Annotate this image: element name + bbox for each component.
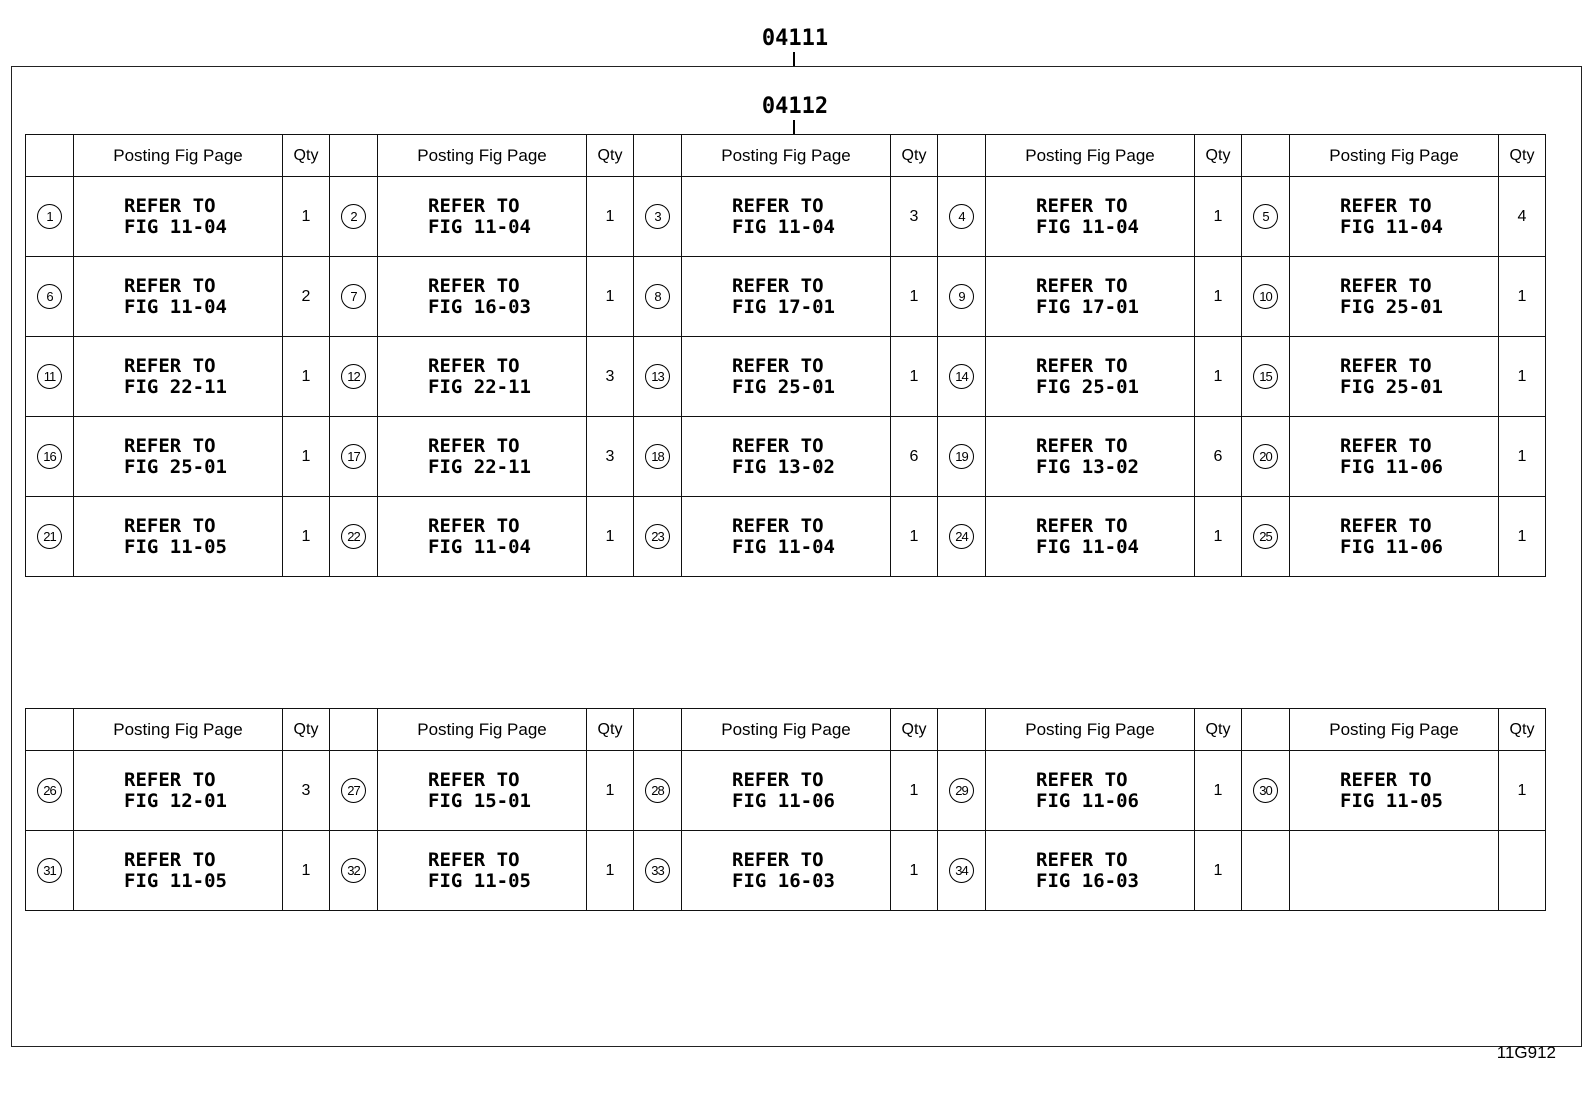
fig-reference-text: FIG 15-01	[428, 789, 531, 812]
circled-ref-number: 18	[645, 444, 670, 469]
ref-number-cell	[1242, 497, 1290, 577]
posting-fig-page-cell	[378, 417, 587, 497]
header-posting-fig-page: Posting Fig Page	[986, 709, 1195, 751]
refer-to-text: REFER TO	[732, 354, 824, 377]
sub-assembly-label: 04112	[761, 94, 829, 119]
refer-to-text: REFER TO	[1340, 354, 1432, 377]
header-qty: Qty	[587, 709, 634, 751]
qty-cell: 1	[1499, 497, 1546, 577]
posting-fig-page-cell	[1290, 831, 1499, 911]
qty-cell: 1	[587, 831, 634, 911]
posting-fig-page-cell	[682, 497, 891, 577]
refer-to-text: REFER TO	[428, 848, 520, 871]
fig-reference-text: FIG 11-04	[1036, 535, 1139, 558]
circled-ref-number: 11	[37, 364, 62, 389]
refer-to-text: REFER TO	[1340, 274, 1432, 297]
refer-to-text: REFER TO	[124, 848, 216, 871]
fig-reference-text: FIG 11-04	[732, 535, 835, 558]
posting-fig-page-cell	[378, 497, 587, 577]
qty-cell: 3	[283, 751, 330, 831]
header-ref-number	[634, 709, 682, 751]
ref-number-cell	[26, 751, 74, 831]
circled-ref-number: 12	[341, 364, 366, 389]
header-ref-number	[330, 709, 378, 751]
header-qty: Qty	[283, 709, 330, 751]
fig-reference-text: FIG 11-04	[732, 215, 835, 238]
posting-fig-page-cell	[378, 257, 587, 337]
fig-reference-text: FIG 11-05	[428, 869, 531, 892]
qty-cell: 1	[1195, 831, 1242, 911]
fig-reference-text: FIG 13-02	[732, 455, 835, 478]
refer-to-text: REFER TO	[428, 194, 520, 217]
table-row	[26, 831, 1546, 911]
circled-ref-number: 15	[1253, 364, 1278, 389]
posting-fig-page-cell	[986, 497, 1195, 577]
qty-cell: 2	[283, 257, 330, 337]
ref-number-cell	[26, 337, 74, 417]
ref-number-cell	[634, 417, 682, 497]
ref-number-cell	[634, 337, 682, 417]
fig-reference-text: FIG 11-05	[1340, 789, 1443, 812]
qty-cell: 1	[1499, 417, 1546, 497]
fig-reference-text: FIG 22-11	[428, 455, 531, 478]
header-qty: Qty	[891, 135, 938, 177]
posting-fig-page-cell	[1290, 497, 1499, 577]
posting-fig-page-cell	[378, 177, 587, 257]
posting-fig-page-cell	[1290, 751, 1499, 831]
fig-reference-text: FIG 25-01	[1340, 295, 1443, 318]
qty-cell: 3	[587, 417, 634, 497]
posting-fig-page-cell	[74, 497, 283, 577]
circled-ref-number: 4	[949, 204, 974, 229]
fig-reference-text: FIG 11-06	[1340, 455, 1443, 478]
posting-fig-page-cell	[1290, 257, 1499, 337]
header-posting-fig-page: Posting Fig Page	[378, 709, 587, 751]
circled-ref-number: 20	[1253, 444, 1278, 469]
qty-cell	[1499, 831, 1546, 911]
drawing-code: 11G912	[1496, 1043, 1556, 1062]
circled-ref-number: 26	[37, 778, 62, 803]
qty-cell: 6	[891, 417, 938, 497]
header-ref-number	[634, 135, 682, 177]
fig-reference-text: FIG 11-04	[1036, 215, 1139, 238]
ref-number-cell	[938, 751, 986, 831]
ref-number-cell	[26, 257, 74, 337]
circled-ref-number: 27	[341, 778, 366, 803]
refer-to-text: REFER TO	[428, 274, 520, 297]
fig-reference-text: FIG 25-01	[124, 455, 227, 478]
circled-ref-number: 21	[37, 524, 62, 549]
qty-cell: 1	[891, 257, 938, 337]
fig-reference-text: FIG 16-03	[428, 295, 531, 318]
header-ref-number	[938, 709, 986, 751]
qty-cell: 4	[1499, 177, 1546, 257]
refer-to-text: REFER TO	[1036, 514, 1128, 537]
circled-ref-number: 32	[341, 858, 366, 883]
fig-reference-text: FIG 11-05	[124, 869, 227, 892]
posting-fig-page-cell	[682, 751, 891, 831]
fig-reference-text: FIG 13-02	[1036, 455, 1139, 478]
refer-to-text: REFER TO	[1340, 434, 1432, 457]
posting-fig-page-cell	[74, 417, 283, 497]
ref-number-cell	[634, 497, 682, 577]
header-ref-number	[330, 135, 378, 177]
header-ref-number	[1242, 709, 1290, 751]
table-row	[26, 497, 1546, 577]
ref-number-cell	[1242, 337, 1290, 417]
posting-fig-page-cell	[682, 337, 891, 417]
posting-fig-page-cell	[986, 751, 1195, 831]
refer-to-text: REFER TO	[1036, 274, 1128, 297]
header-posting-fig-page: Posting Fig Page	[1290, 135, 1499, 177]
circled-ref-number: 13	[645, 364, 670, 389]
circled-ref-number: 3	[645, 204, 670, 229]
qty-cell: 1	[283, 497, 330, 577]
header-qty: Qty	[587, 135, 634, 177]
circled-ref-number: 24	[949, 524, 974, 549]
refer-to-text: REFER TO	[1036, 848, 1128, 871]
posting-fig-page-cell	[986, 337, 1195, 417]
reference-table-upper	[25, 134, 1546, 577]
refer-to-text: REFER TO	[124, 194, 216, 217]
posting-fig-page-cell	[1290, 417, 1499, 497]
ref-number-cell	[330, 497, 378, 577]
header-qty: Qty	[1195, 135, 1242, 177]
ref-number-cell	[330, 257, 378, 337]
fig-reference-text: FIG 11-05	[124, 535, 227, 558]
qty-cell: 1	[1499, 751, 1546, 831]
circled-ref-number: 29	[949, 778, 974, 803]
circled-ref-number: 8	[645, 284, 670, 309]
ref-number-cell	[1242, 177, 1290, 257]
header-qty: Qty	[1195, 709, 1242, 751]
qty-cell: 1	[891, 497, 938, 577]
header-posting-fig-page: Posting Fig Page	[74, 709, 283, 751]
ref-number-cell	[1242, 257, 1290, 337]
ref-number-cell	[26, 417, 74, 497]
ref-number-cell	[330, 177, 378, 257]
ref-number-cell	[938, 831, 986, 911]
posting-fig-page-cell	[986, 257, 1195, 337]
fig-reference-text: FIG 11-06	[732, 789, 835, 812]
fig-reference-text: FIG 16-03	[732, 869, 835, 892]
refer-to-text: REFER TO	[428, 514, 520, 537]
header-ref-number	[938, 135, 986, 177]
ref-number-cell	[330, 751, 378, 831]
circled-ref-number: 2	[341, 204, 366, 229]
qty-cell: 1	[1195, 257, 1242, 337]
refer-to-text: REFER TO	[1036, 194, 1128, 217]
fig-reference-text: FIG 25-01	[1340, 375, 1443, 398]
ref-number-cell	[938, 417, 986, 497]
table-row	[26, 751, 1546, 831]
circled-ref-number: 16	[37, 444, 62, 469]
posting-fig-page-cell	[378, 831, 587, 911]
refer-to-text: REFER TO	[1036, 768, 1128, 791]
posting-fig-page-cell	[74, 751, 283, 831]
posting-fig-page-cell	[74, 337, 283, 417]
header-qty: Qty	[1499, 709, 1546, 751]
posting-fig-page-cell	[986, 417, 1195, 497]
fig-reference-text: FIG 11-04	[124, 295, 227, 318]
refer-to-text: REFER TO	[124, 514, 216, 537]
ref-number-cell	[938, 337, 986, 417]
refer-to-text: REFER TO	[732, 194, 824, 217]
header-qty: Qty	[1499, 135, 1546, 177]
header-posting-fig-page: Posting Fig Page	[682, 709, 891, 751]
ref-number-cell	[634, 831, 682, 911]
qty-cell: 1	[1499, 337, 1546, 417]
posting-fig-page-cell	[378, 337, 587, 417]
qty-cell: 1	[283, 417, 330, 497]
qty-cell: 1	[587, 177, 634, 257]
ref-number-cell	[1242, 751, 1290, 831]
refer-to-text: REFER TO	[732, 274, 824, 297]
ref-number-cell	[634, 751, 682, 831]
qty-cell: 1	[283, 177, 330, 257]
qty-cell: 1	[283, 337, 330, 417]
posting-fig-page-cell	[682, 831, 891, 911]
circled-ref-number: 14	[949, 364, 974, 389]
refer-to-text: REFER TO	[732, 768, 824, 791]
reference-table-lower	[25, 708, 1546, 911]
refer-to-text: REFER TO	[428, 354, 520, 377]
circled-ref-number: 30	[1253, 778, 1278, 803]
qty-cell: 1	[587, 751, 634, 831]
fig-reference-text: FIG 11-04	[124, 215, 227, 238]
fig-reference-text: FIG 12-01	[124, 789, 227, 812]
fig-reference-text: FIG 11-04	[428, 215, 531, 238]
fig-reference-text: FIG 16-03	[1036, 869, 1139, 892]
posting-fig-page-cell	[682, 257, 891, 337]
circled-ref-number: 19	[949, 444, 974, 469]
ref-number-cell	[26, 497, 74, 577]
qty-cell: 3	[587, 337, 634, 417]
circled-ref-number: 9	[949, 284, 974, 309]
qty-cell: 1	[891, 831, 938, 911]
posting-fig-page-cell	[1290, 177, 1499, 257]
circled-ref-number: 34	[949, 858, 974, 883]
ref-number-cell	[938, 257, 986, 337]
qty-cell: 1	[1499, 257, 1546, 337]
circled-ref-number: 7	[341, 284, 366, 309]
ref-number-cell	[1242, 831, 1290, 911]
posting-fig-page-cell	[682, 417, 891, 497]
qty-cell: 1	[891, 751, 938, 831]
header-ref-number	[26, 135, 74, 177]
header-posting-fig-page: Posting Fig Page	[74, 135, 283, 177]
posting-fig-page-cell	[74, 831, 283, 911]
main-assembly-label: 04111	[761, 26, 829, 51]
posting-fig-page-cell	[1290, 337, 1499, 417]
ref-number-cell	[26, 177, 74, 257]
header-posting-fig-page: Posting Fig Page	[378, 135, 587, 177]
fig-reference-text: FIG 22-11	[124, 375, 227, 398]
header-posting-fig-page: Posting Fig Page	[682, 135, 891, 177]
refer-to-text: REFER TO	[124, 354, 216, 377]
circled-ref-number: 28	[645, 778, 670, 803]
fig-reference-text: FIG 17-01	[1036, 295, 1139, 318]
refer-to-text: REFER TO	[1340, 768, 1432, 791]
refer-to-text: REFER TO	[732, 434, 824, 457]
qty-cell: 1	[587, 497, 634, 577]
header-qty: Qty	[891, 709, 938, 751]
ref-number-cell	[26, 831, 74, 911]
table-row	[26, 177, 1546, 257]
fig-reference-text: FIG 25-01	[1036, 375, 1139, 398]
qty-cell: 1	[1195, 497, 1242, 577]
refer-to-text: REFER TO	[1340, 194, 1432, 217]
table-header-row	[26, 135, 1546, 177]
ref-number-cell	[634, 257, 682, 337]
posting-fig-page-cell	[378, 751, 587, 831]
fig-reference-text: FIG 11-04	[1340, 215, 1443, 238]
table-row	[26, 417, 1546, 497]
qty-cell: 1	[1195, 751, 1242, 831]
circled-ref-number: 31	[37, 858, 62, 883]
qty-cell: 1	[1195, 177, 1242, 257]
circled-ref-number: 22	[341, 524, 366, 549]
ref-number-cell	[330, 831, 378, 911]
refer-to-text: REFER TO	[124, 274, 216, 297]
fig-reference-text: FIG 11-06	[1036, 789, 1139, 812]
header-posting-fig-page: Posting Fig Page	[1290, 709, 1499, 751]
fig-reference-text: FIG 22-11	[428, 375, 531, 398]
posting-fig-page-cell	[986, 177, 1195, 257]
circled-ref-number: 1	[37, 204, 62, 229]
ref-number-cell	[634, 177, 682, 257]
qty-cell: 1	[1195, 337, 1242, 417]
ref-number-cell	[330, 337, 378, 417]
refer-to-text: REFER TO	[1340, 514, 1432, 537]
refer-to-text: REFER TO	[124, 768, 216, 791]
circled-ref-number: 5	[1253, 204, 1278, 229]
fig-reference-text: FIG 11-04	[428, 535, 531, 558]
table-row	[26, 337, 1546, 417]
refer-to-text: REFER TO	[1036, 434, 1128, 457]
qty-cell: 1	[891, 337, 938, 417]
refer-to-text: REFER TO	[732, 514, 824, 537]
qty-cell: 3	[891, 177, 938, 257]
circled-ref-number: 33	[645, 858, 670, 883]
posting-fig-page-cell	[986, 831, 1195, 911]
header-qty: Qty	[283, 135, 330, 177]
header-posting-fig-page: Posting Fig Page	[986, 135, 1195, 177]
ref-number-cell	[938, 497, 986, 577]
refer-to-text: REFER TO	[428, 434, 520, 457]
circled-ref-number: 17	[341, 444, 366, 469]
refer-to-text: REFER TO	[428, 768, 520, 791]
posting-fig-page-cell	[682, 177, 891, 257]
refer-to-text: REFER TO	[1036, 354, 1128, 377]
ref-number-cell	[938, 177, 986, 257]
posting-fig-page-cell	[74, 257, 283, 337]
qty-cell: 6	[1195, 417, 1242, 497]
header-ref-number	[26, 709, 74, 751]
header-ref-number	[1242, 135, 1290, 177]
ref-number-cell	[1242, 417, 1290, 497]
table-row	[26, 257, 1546, 337]
circled-ref-number: 25	[1253, 524, 1278, 549]
sub-leader-line	[793, 120, 795, 134]
refer-to-text: REFER TO	[124, 434, 216, 457]
qty-cell: 1	[283, 831, 330, 911]
circled-ref-number: 6	[37, 284, 62, 309]
posting-fig-page-cell	[74, 177, 283, 257]
ref-number-cell	[330, 417, 378, 497]
circled-ref-number: 23	[645, 524, 670, 549]
main-leader-line	[793, 52, 795, 66]
circled-ref-number: 10	[1253, 284, 1278, 309]
fig-reference-text: FIG 25-01	[732, 375, 835, 398]
fig-reference-text: FIG 11-06	[1340, 535, 1443, 558]
table-header-row	[26, 709, 1546, 751]
qty-cell: 1	[587, 257, 634, 337]
refer-to-text: REFER TO	[732, 848, 824, 871]
fig-reference-text: FIG 17-01	[732, 295, 835, 318]
